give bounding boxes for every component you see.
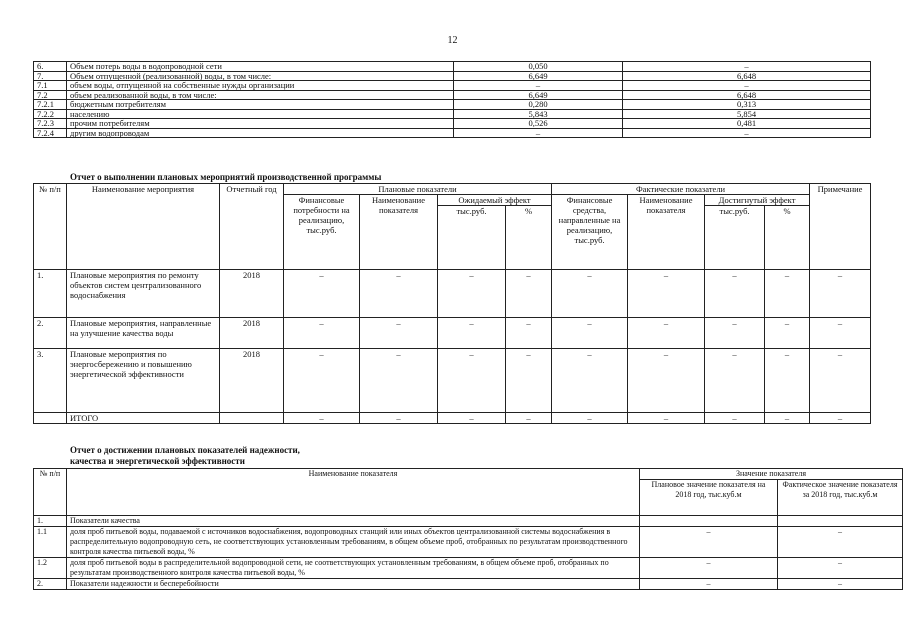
table-row [34,318,871,349]
row-fact-indicator: – [628,318,705,349]
row-plan-value: 0,526 [454,119,623,129]
header-fact-pct: % [765,206,810,270]
row-number: 7.2.3 [34,119,67,129]
row-plan-indicator: – [360,318,438,349]
row-fact-value: – [778,579,903,590]
row-plan-rub: – [438,318,506,349]
table-row [34,119,871,129]
row-plan-value: 6,649 [454,71,623,81]
header-report-year: Отчетный год [220,184,284,270]
header-plan-value: Плановое значение показателя на 2018 год, тыс.куб.м [640,480,778,516]
total-year [220,413,284,424]
total-fact-indicator: – [628,413,705,424]
total-note: – [810,413,871,424]
row-plan-value: 0,280 [454,100,623,110]
row-plan-pct: – [506,349,552,413]
header-indicator-value: Значение показателя [640,469,903,480]
row-number: 1. [34,516,67,527]
row-plan-rub: – [438,349,506,413]
row-fact-finance: – [552,270,628,318]
table-row [34,109,871,119]
row-fact-value: 6,648 [623,71,871,81]
row-indicator-name: доля проб питьевой воды, подаваемой с источников водоснабжения, водопроводных станций или иных объектов централизованной системы водоснабжения в распределительную водопроводную сеть, не соответствующих установленным требованиям, в общем объеме проб, отобранных по результатам производственного контроля качества питьевой воды, % [67,527,640,558]
header-fact-indicator: Наименование показателя [628,195,705,270]
total-number [34,413,67,424]
header-fact-value: Фактическое значение показателя за 2018 год, тыс.куб.м [778,480,903,516]
row-fact-value: 0,481 [623,119,871,129]
table-row [34,527,903,558]
row-fact-value: – [623,81,871,91]
row-fact-pct: – [765,270,810,318]
section2-title: Отчет о выполнении плановых мероприятий производственной программы [70,172,382,182]
row-number: 2. [34,318,67,349]
row-year: 2018 [220,270,284,318]
row-number: 1.2 [34,558,67,579]
row-year: 2018 [220,318,284,349]
row-number: 7. [34,71,67,81]
total-fact-rub: – [705,413,765,424]
table-row [34,100,871,110]
row-number: 7.2.1 [34,100,67,110]
row-number: 2. [34,579,67,590]
total-plan-finance: – [284,413,360,424]
row-plan-value: – [454,81,623,91]
total-label: ИТОГО [67,413,220,424]
header-plan-pct: % [506,206,552,270]
header-activity-name: Наименование мероприятия [67,184,220,270]
row-number: 6. [34,62,67,72]
total-row [34,413,871,424]
header-no: № п/п [34,469,67,516]
header-fact-finance: Финансовые средства, направленные на реализацию, тыс.руб. [552,195,628,270]
row-fact-value: 6,648 [623,90,871,100]
header-indicator-name: Наименование показателя [67,469,640,516]
row-note: – [810,318,871,349]
row-plan-pct: – [506,270,552,318]
row-name: Объем потерь воды в водопроводной сети [67,62,454,72]
row-fact-finance: – [552,318,628,349]
row-plan-pct: – [506,318,552,349]
row-plan-rub: – [438,270,506,318]
row-name: другим водопроводам [67,128,454,138]
row-number: 1.1 [34,527,67,558]
header-actual: Фактические показатели [552,184,810,195]
header-expected-effect: Ожидаемый эффект [438,195,552,206]
header-fact-rub: тыс.руб. [705,206,765,270]
row-number: 1. [34,270,67,318]
activities-table [33,183,871,424]
row-fact-value: – [623,62,871,72]
header-note: Примечание [810,184,871,270]
row-indicator-name: Показатели надежности и бесперебойности [67,579,640,590]
row-year: 2018 [220,349,284,413]
row-plan-value: 0,050 [454,62,623,72]
row-name: бюджетным потребителям [67,100,454,110]
header-achieved-effect: Достигнутый эффект [705,195,810,206]
table-row [34,558,903,579]
row-plan-indicator: – [360,349,438,413]
header-no: № п/п [34,184,67,270]
row-number: 3. [34,349,67,413]
row-note: – [810,349,871,413]
row-activity-name: Плановые мероприятия, направленные на улучшение качества воды [67,318,220,349]
row-fact-indicator: – [628,270,705,318]
row-plan-indicator: – [360,270,438,318]
table-row [34,90,871,100]
row-number: 7.2 [34,90,67,100]
total-plan-indicator: – [360,413,438,424]
row-name: объем воды, отпущенной на собственные нужды организации [67,81,454,91]
row-plan-value: – [640,527,778,558]
section3-title-line2: качества и энергетической эффективности [70,456,245,466]
total-fact-pct: – [765,413,810,424]
water-volume-table [33,61,871,138]
row-number: 7.1 [34,81,67,91]
row-fact-pct: – [765,318,810,349]
table-row [34,62,871,72]
table-row [34,71,871,81]
header-plan-finance: Финансовые потребности на реализацию, тыс.руб. [284,195,360,270]
row-name: населению [67,109,454,119]
row-fact-rub: – [705,349,765,413]
row-fact-value [778,516,903,527]
table-row [34,270,871,318]
total-plan-pct: – [506,413,552,424]
header-plan-rub: тыс.руб. [438,206,506,270]
row-fact-finance: – [552,349,628,413]
row-fact-value: 0,313 [623,100,871,110]
row-plan-finance: – [284,318,360,349]
row-name: объем реализованной воды, в том числе: [67,90,454,100]
row-fact-value: – [778,527,903,558]
row-plan-finance: – [284,349,360,413]
table-row [34,516,903,527]
row-fact-value: – [778,558,903,579]
header-planned: Плановые показатели [284,184,552,195]
indicators-table [33,468,903,590]
row-plan-value [640,516,778,527]
row-plan-finance: – [284,270,360,318]
row-plan-value: – [454,128,623,138]
page-number: 12 [447,35,458,46]
row-number: 7.2.4 [34,128,67,138]
row-plan-value: 6,649 [454,90,623,100]
total-plan-rub: – [438,413,506,424]
row-note: – [810,270,871,318]
row-activity-name: Плановые мероприятия по энергосбережению и повышению энергетической эффективности [67,349,220,413]
row-indicator-name: доля проб питьевой воды в распределительной водопроводной сети, не соответствующих установленным требованиям, в общем объеме проб, отобранных по результатам производственного контроля качества питьевой воды, % [67,558,640,579]
row-fact-rub: – [705,318,765,349]
row-number: 7.2.2 [34,109,67,119]
table-row [34,579,903,590]
table-row [34,349,871,413]
row-fact-value: 5,854 [623,109,871,119]
header-plan-indicator: Наименование показателя [360,195,438,270]
total-fact-finance: – [552,413,628,424]
row-plan-value: – [640,558,778,579]
table-row [34,81,871,91]
row-name: Объем отпущенной (реализованной) воды, в том числе: [67,71,454,81]
row-fact-rub: – [705,270,765,318]
row-plan-value: 5,843 [454,109,623,119]
row-activity-name: Плановые мероприятия по ремонту объектов систем централизованного водоснабжения [67,270,220,318]
row-indicator-name: Показатели качества [67,516,640,527]
row-fact-value: – [623,128,871,138]
row-plan-value: – [640,579,778,590]
row-fact-indicator: – [628,349,705,413]
table-row [34,128,871,138]
row-fact-pct: – [765,349,810,413]
section3-title-line1: Отчет о достижении плановых показателей надежности, [70,445,300,455]
row-name: прочим потребителям [67,119,454,129]
